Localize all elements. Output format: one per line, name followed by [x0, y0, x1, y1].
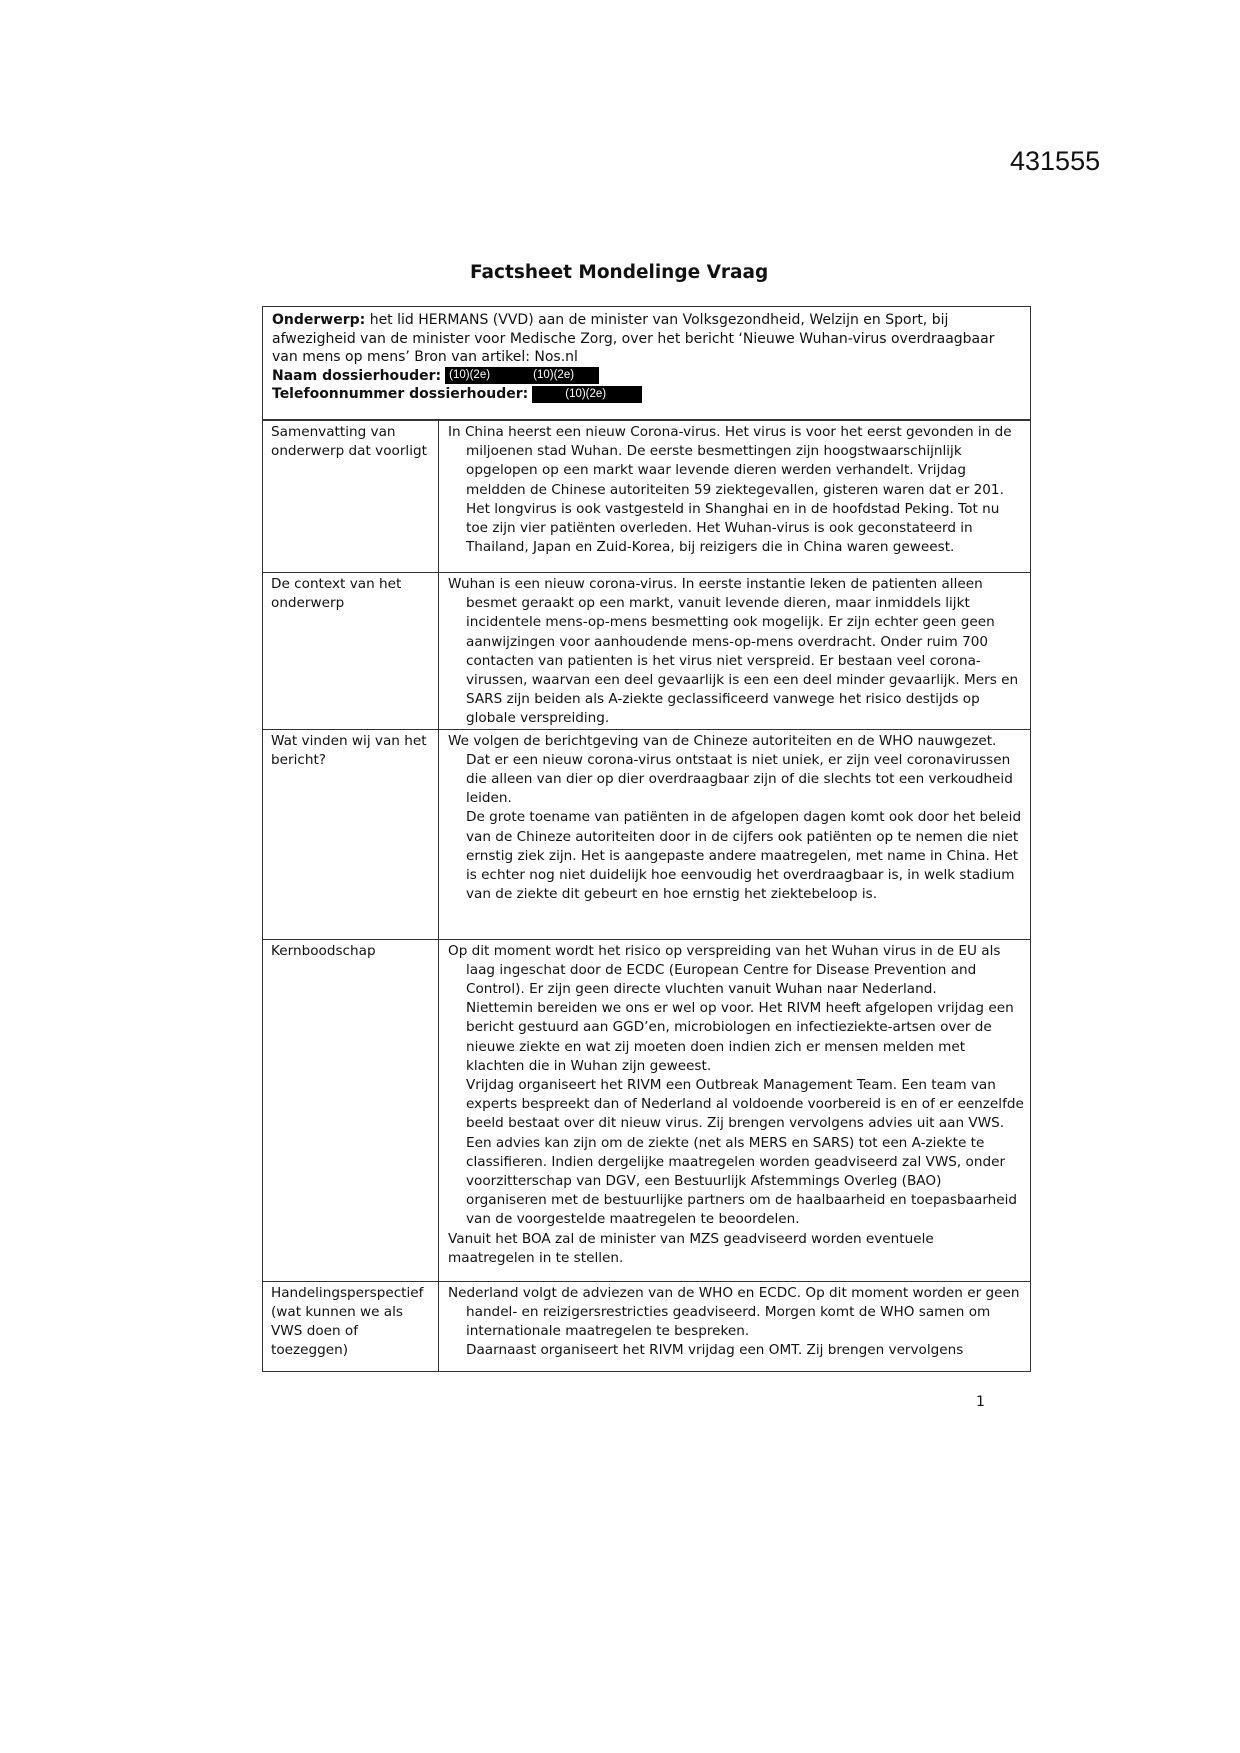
table-row — [263, 729, 1031, 939]
page-number: 1 — [976, 1394, 985, 1410]
holder-label: Naam dossierhouder: — [272, 367, 442, 384]
factsheet-table — [262, 420, 1031, 1372]
holder-line — [272, 367, 1021, 386]
row-label: Samenvatting van onderwerp dat voorligt — [263, 421, 439, 573]
row-label: Kernboodschap — [263, 939, 439, 1281]
redaction-box: (10)(2e) — [513, 367, 599, 384]
row-label: De context van het onderwerp — [263, 573, 439, 730]
table-row — [263, 573, 1031, 730]
paragraph: Nederland volgt de adviezen van de WHO en ECDC. Op dit moment worden er geen handel- en reizigersrestricties geadviseerd. Morgen komt de WHO samen om internationale maatregelen te bespreken. — [448, 1284, 1020, 1340]
redaction-box: (10)(2e) — [445, 367, 513, 384]
paragraph: Niettemin bereiden we ons er wel op voor. Het RIVM heeft afgelopen vrijdag een bericht gestuurd aan GGD’en, microbiologen en infectieziekte-artsen over de nieuwe ziekte en wat zij moeten doen indien zich er mensen melden met klachten die in Wuhan zijn geweest. — [466, 1000, 1014, 1074]
table-row — [263, 939, 1031, 1281]
paragraph: Op dit moment wordt het risico op verspreiding van het Wuhan virus in de EU als laag ingeschat door de ECDC (European Centre for Disease Prevention and Control). Er zijn geen directe vluchten vanuit Wuhan naar Nederland. — [448, 942, 1001, 998]
paragraph: In China heerst een nieuw Corona-virus. Het virus is voor het eerst gevonden in de miljoenen stad Wuhan. De eerste besmettingen zijn hoogstwaarschijnlijk opgelopen op een markt waar levende dieren werden verhandelt. Vrijdag meldden de Chinese autoriteiten 59 ziektegevallen, gisteren waren dat er 201. Het longvirus is ook vastgesteld in Shanghai en in de hoofdstad Peking. Tot nu toe zijn vier patiënten overleden. Het Wuhan-virus is ook geconstateerd in Thailand, Japan en Zuid-Korea, bij reizigers die in China waren geweest. — [448, 424, 1012, 556]
subject-header-box — [262, 306, 1031, 420]
paragraph: De grote toename van patiënten in de afgelopen dagen komt ook door het beleid van de Chineze autoriteiten door in de cijfers ook patiënten op te nemen die niet ernstig ziek zijn. Het is aangepaste andere maatregelen, met name in China. Het is echter nog niet duidelijk hoe eenvoudig het overdraagbaar is, in welk stadium van de ziekte dit gebeurt en hoe ernstig het ziektebeloop is. — [466, 809, 1022, 903]
row-label: Handelingsperspectief (wat kunnen we als VWS doen of toezeggen) — [263, 1281, 439, 1371]
row-content — [439, 729, 1031, 939]
row-content — [439, 573, 1031, 730]
document-id: 431555 — [1010, 146, 1101, 176]
table-row — [263, 1281, 1031, 1371]
subject-line — [272, 311, 1021, 367]
paragraph: Wuhan is een nieuw corona-virus. In eerste instantie leken de patienten alleen besmet geraakt op een markt, vanuit levende dieren, maar inmiddels lijkt incidentele mens-op-mens besmetting ook mogelijk. Er zijn echter geen geen aanwijzingen voor aanhoudende mens-op-mens overdracht. Onder ruim 700 contacten van patienten is het virus niet verspreid. Er bestaan veel corona-virussen, waarvan een deel gevaarlijk is een een deel minder gevaarlijk. Mers en SARS zijn beiden als A-ziekte geclassificeerd vanwege het risico destijds op globale verspreiding. — [448, 576, 1019, 727]
row-content — [439, 421, 1031, 573]
row-label: Wat vinden wij van het bericht? — [263, 729, 439, 939]
row-content — [439, 1281, 1031, 1371]
table-row — [263, 421, 1031, 573]
paragraph: Vanuit het BOA zal de minister van MZS geadviseerd worden eventuele maatregelen in te stellen. — [448, 1230, 934, 1266]
subject-text: het lid HERMANS (VVD) aan de minister van Volksgezondheid, Welzijn en Sport, bij afwezigheid van de minister voor Medische Zorg, over het bericht ‘Nieuwe Wuhan-virus overdraagbaar van mens op mens’ Bron van artikel: Nos.nl — [272, 312, 995, 365]
paragraph: Daarnaast organiseert het RIVM vrijdag een OMT. Zij brengen vervolgens — [466, 1342, 964, 1359]
paragraph: Vrijdag organiseert het RIVM een Outbreak Management Team. Een team van experts bespreekt dan of Nederland al voldoende voorbereid is en of er eenzelfde beeld bestaat over dit nieuw virus. Zij brengen vervolgens advies uit aan VWS. Een advies kan zijn om de ziekte (net als MERS en SARS) tot een A-ziekte te classifieren. Indien dergelijke maatregelen worden geadviseerd zal VWS, onder voorzitterschap van DGV, een Bestuurlijk Afstemmings Overleg (BAO) organiseren met de bestuurlijke partners om de haalbaarheid en toepasbaarheid van de voorgestelde maatregelen te beoordelen. — [466, 1077, 1024, 1228]
phone-label: Telefoonnummer dossierhouder: — [272, 386, 529, 402]
subject-label: Onderwerp: — [272, 312, 366, 328]
paragraph: We volgen de berichtgeving van de Chineze autoriteiten en de WHO nauwgezet. Dat er een nieuw corona-virus ontstaat is niet uniek, er zijn veel coronavirussen die alleen van dier op dier overdraagbaar zijn of die slechts tot een verkoudheid leiden. — [448, 732, 1013, 807]
page-title: Factsheet Mondelinge Vraag — [470, 262, 769, 283]
redaction-box: (10)(2e) — [532, 386, 642, 403]
row-content — [439, 939, 1031, 1281]
phone-line — [272, 385, 1021, 404]
